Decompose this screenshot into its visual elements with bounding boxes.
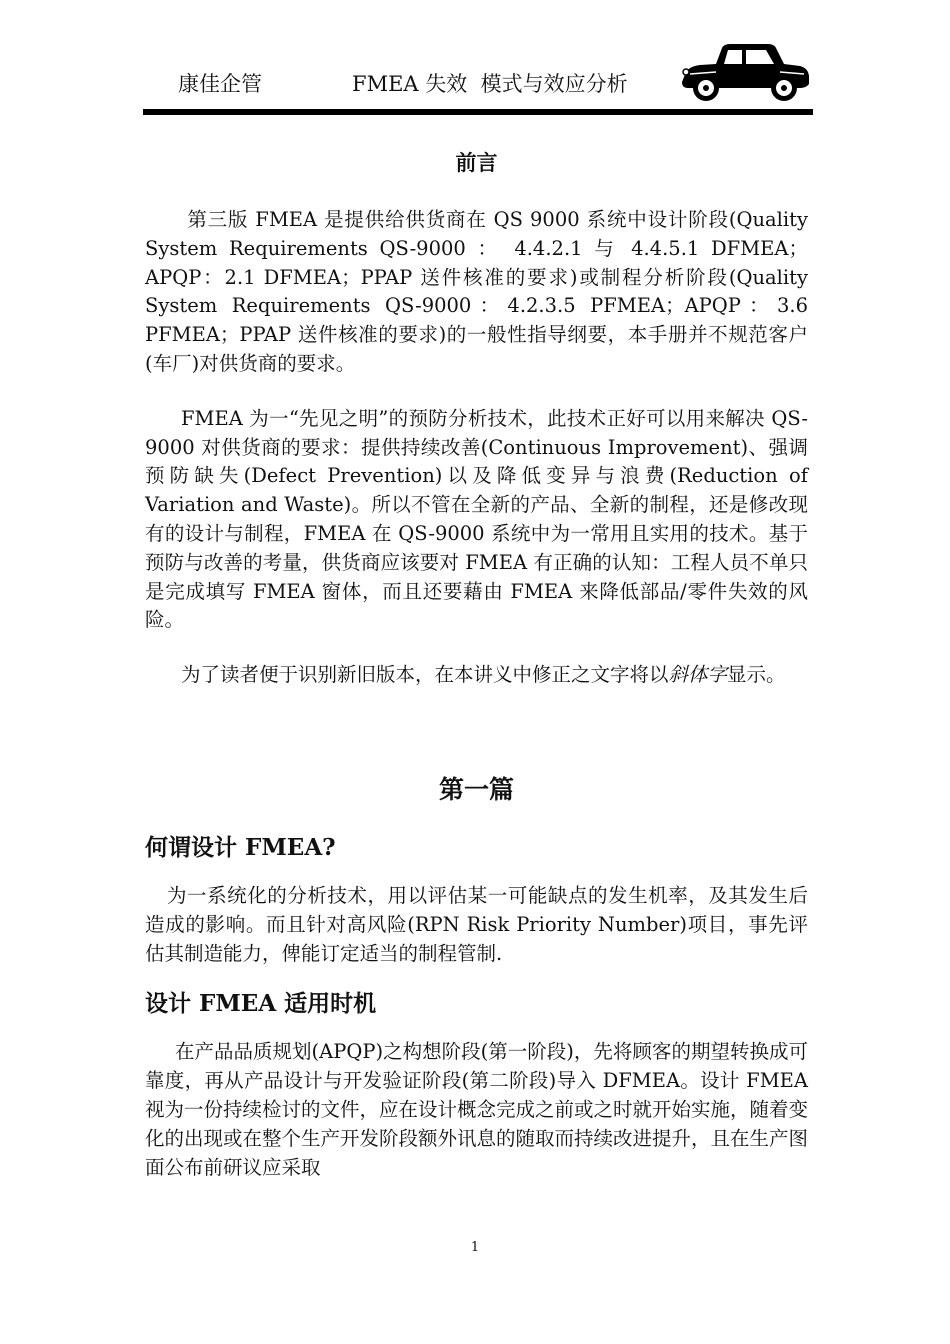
vintage-car-icon xyxy=(676,38,812,104)
preface-note-italic: 斜体字 xyxy=(668,663,728,687)
preface-paragraph-2: FMEA 为一“先见之明”的预防分析技术，此技术正好可以用来解决 QS-9000 对供货商的要求：提供持续改善(Continuous Improvement)、强调预防缺失(Defect Prevention)以及降低变异与浪费(Reduction of Variation and Waste)。所以不管在全新的产品、全新的制程，还是修改现有的设计与制程，FMEA 在 QS-9000 系统中为一常用且实用的技术。基于预防与改善的考量，供货商应该要对 FMEA 有正确的认知：工程人员不单只是完成填写 FMEA 窗体，而且还要藉由 FMEA 来降低部品/零件失效的风险。 xyxy=(145,406,808,632)
preface-note xyxy=(145,661,808,690)
part-title: 第一篇 xyxy=(438,774,514,804)
section-text-2: 在产品品质规划(APQP)之构想阶段(第一阶段)，先将顾客的期望转换成可靠度，再从产品设计与开发验证阶段(第二阶段)导入 DFMEA。设计 FMEA 视为一份持续检讨的文件，应在设计概念完成之前或之时就开始实施，随着变化的出现或在整个生产开发阶段额外讯息的随取而持续改进提升，且在生产图面公布前研议应采取 xyxy=(145,1040,809,1179)
preface-title: 前言 xyxy=(455,150,498,175)
section-text-1: 为一系统化的分析技术，用以评估某一可能缺点的发生机率，及其发生后造成的影响。而且针对高风险(RPN Risk Priority Number)项目，事先评估其制造能力，俾能订定适当的制程管制. xyxy=(145,883,808,965)
section-heading-2: 设计 FMEA 适用时机 xyxy=(145,990,377,1018)
preface-paragraph-1: 第三版 FMEA 是提供给供货商在 QS 9000 系统中设计阶段(Quality System Requirements QS-9000 ： 4.4.2.1 与 4.4.5.1 DFMEA；APQP：2.1 DFMEA；PPAP 送件核准的要求)或制程分析阶段(Quality System Requirements QS-9000：4.2.3.5 PFMEA；APQP：3.6 PFMEA；PPAP 送件核准的要求)的一般性指导纲要，本手册并不规范客户(车厂)对供货商的要求。 xyxy=(145,208,808,375)
page-header xyxy=(0,0,950,120)
preface-note-text: 为了读者便于识别新旧版本，在本讲义中修正之文字将以 xyxy=(181,663,669,687)
section-heading-1: 何谓设计 FMEA? xyxy=(145,833,336,861)
document-body xyxy=(145,146,808,1182)
header-title: FMEA 失效 模式与效应分析 xyxy=(352,72,628,96)
preface-note-end: 显示。 xyxy=(727,663,786,687)
header-rule xyxy=(143,109,813,115)
header-company: 康佳企管 xyxy=(178,72,262,96)
page-number: 1 xyxy=(470,1240,480,1255)
